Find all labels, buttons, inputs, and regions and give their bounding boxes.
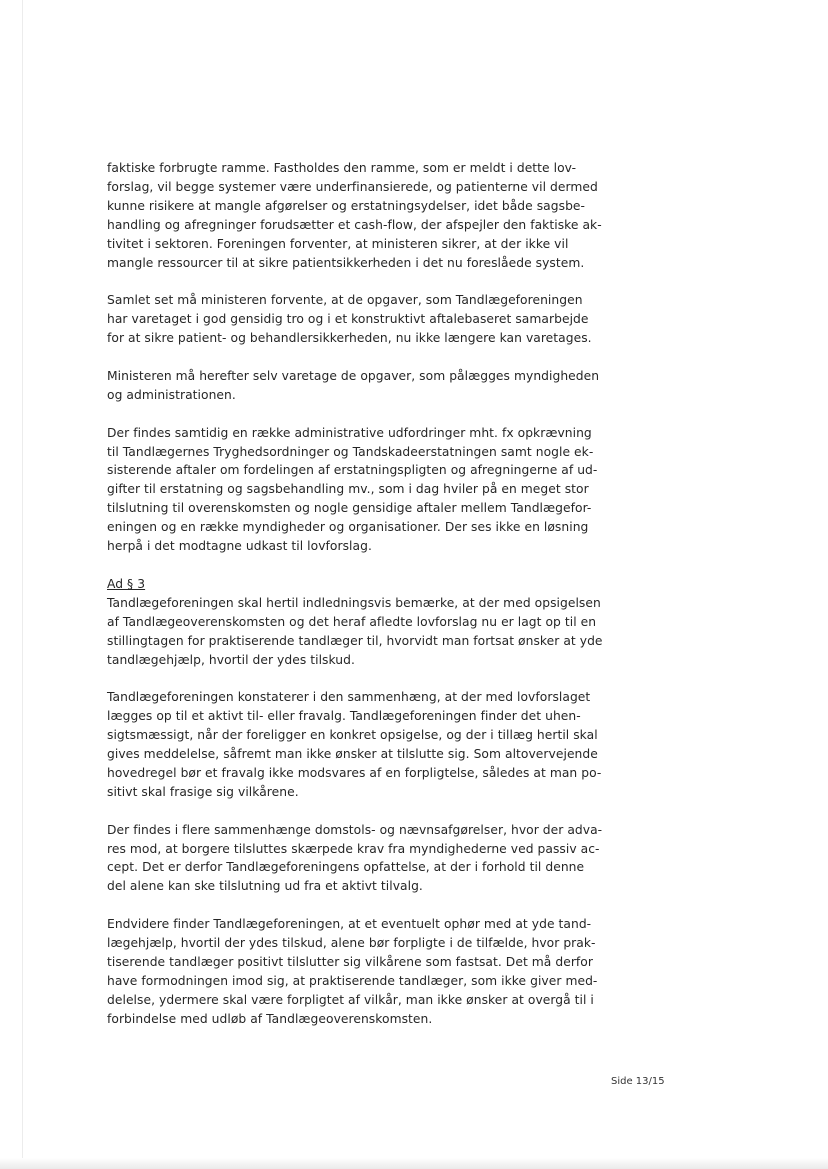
text-line: tandlægehjælp, hvortil der ydes tilskud. xyxy=(107,652,355,667)
text-line: del alene kan ske tilslutning ud fra et aktivt tilvalg. xyxy=(107,879,423,894)
text-line: herpå i det modtagne udkast til lovforslag. xyxy=(107,539,372,554)
text-line: eningen og en række myndigheder og organisationer. Der ses ikke en løsning xyxy=(107,520,589,535)
text-line: mangle ressourcer til at sikre patientsikkerheden i det nu foreslåede system. xyxy=(107,255,585,270)
text-line: Samlet set må ministeren forvente, at de opgaver, som Tandlægeforeningen xyxy=(107,293,583,308)
section-heading: Ad § 3 xyxy=(107,576,146,591)
text-line: tilslutning til overenskomsten og nogle gensidige aftaler mellem Tandlægefor- xyxy=(107,501,592,516)
text-line: Tandlægeforeningen skal hertil indledningsvis bemærke, at der med opsigelsen xyxy=(107,595,601,610)
text-line: faktiske forbrugte ramme. Fastholdes den ramme, som er meldt i dette lov- xyxy=(107,161,577,175)
text-line: res mod, at borgere tilsluttes skærpede krav fra myndighederne ved passiv ac- xyxy=(107,841,600,856)
text-line: og administrationen. xyxy=(107,387,236,402)
text-line: sitivt skal frasige sig vilkårene. xyxy=(107,784,299,799)
text-line: har varetaget i god gensidig tro og i et konstruktivt aftalebaseret samarbejde xyxy=(107,312,589,327)
paragraph xyxy=(107,367,607,405)
text-line: Ministeren må herefter selv varetage de opgaver, som pålægges myndigheden xyxy=(107,368,600,383)
paragraph xyxy=(107,159,607,272)
paragraph xyxy=(107,575,607,670)
text-line: for at sikre patient- og behandlersikkerheden, nu ikke længere kan varetages. xyxy=(107,331,592,346)
paragraph xyxy=(107,821,607,897)
paragraph xyxy=(107,915,607,1028)
paragraph xyxy=(107,291,607,348)
text-line: Der findes samtidig en række administrative udfordringer mht. fx opkrævning xyxy=(107,425,592,440)
text-line: sigtsmæssigt, når der foreligger en konkret opsigelse, og der i tillæg hertil skal xyxy=(107,728,598,743)
text-line: delelse, ydermere skal være forpligtet af vilkår, man ikke ønsker at overgå til i xyxy=(107,992,594,1007)
text-line: Tandlægeforeningen konstaterer i den sammenhæng, at der med lovforslaget xyxy=(107,690,591,705)
paragraph xyxy=(107,424,607,556)
text-line: kunne risikere at mangle afgørelser og erstatningsydelser, idet både sagsbe- xyxy=(107,198,586,213)
text-line: af Tandlægeoverenskomsten og det heraf afledte lovforslag nu er lagt op til en xyxy=(107,614,597,629)
text-line: Der findes i flere sammenhænge domstols- og nævnsafgørelser, hvor der adva- xyxy=(107,822,603,837)
text-line: handling og afregninger forudsætter et cash-flow, der afspejler den faktiske ak- xyxy=(107,217,602,232)
text-line: forbindelse med udløb af Tandlægeoverenskomsten. xyxy=(107,1011,433,1026)
page-edge xyxy=(22,0,23,1169)
text-line: sisterende aftaler om fordelingen af erstatningspligten og afregningerne af ud- xyxy=(107,463,598,478)
text-line: gives meddelelse, såfremt man ikke ønsker at tilslutte sig. Som altovervejende xyxy=(107,747,598,762)
text-line: hovedregel bør et fravalg ikke modsvares af en forpligtelse, således at man po- xyxy=(107,765,602,780)
text-line: cept. Det er derfor Tandlægeforeningens opfattelse, at der i forhold til denne xyxy=(107,860,585,875)
text-line: stillingtagen for praktiserende tandlæger til, hvorvidt man fortsat ønsker at yde xyxy=(107,633,603,648)
text-line: forslag, vil begge systemer være underfinansierede, og patienterne vil dermed xyxy=(107,179,598,194)
paragraph xyxy=(107,688,607,801)
text-line: have formodningen imod sig, at praktiserende tandlæger, som ikke giver med- xyxy=(107,973,598,988)
text-line: til Tandlægernes Tryghedsordninger og Tandskadeerstatningen samt nogle ek- xyxy=(107,444,594,459)
text-line: gifter til erstatning og sagsbehandling mv., som i dag hviler på en meget stor xyxy=(107,482,589,497)
text-line: tivitet i sektoren. Foreningen forventer, at ministeren sikrer, at der ikke vil xyxy=(107,236,569,251)
page-number: Side 13/15 xyxy=(611,1076,665,1087)
text-line: tiserende tandlæger positivt tilslutter sig vilkårene som fastsat. Det må derfor xyxy=(107,954,593,969)
text-line: lægges op til et aktivt til- eller fravalg. Tandlægeforeningen finder det uhen- xyxy=(107,709,581,724)
text-line: Endvidere finder Tandlægeforeningen, at et eventuelt ophør med at yde tand- xyxy=(107,917,592,932)
scan-bottom-edge xyxy=(0,1158,828,1169)
text-line: lægehjælp, hvortil der ydes tilskud, alene bør forpligte i de tilfælde, hvor prak- xyxy=(107,936,596,951)
document-body xyxy=(107,159,607,1047)
